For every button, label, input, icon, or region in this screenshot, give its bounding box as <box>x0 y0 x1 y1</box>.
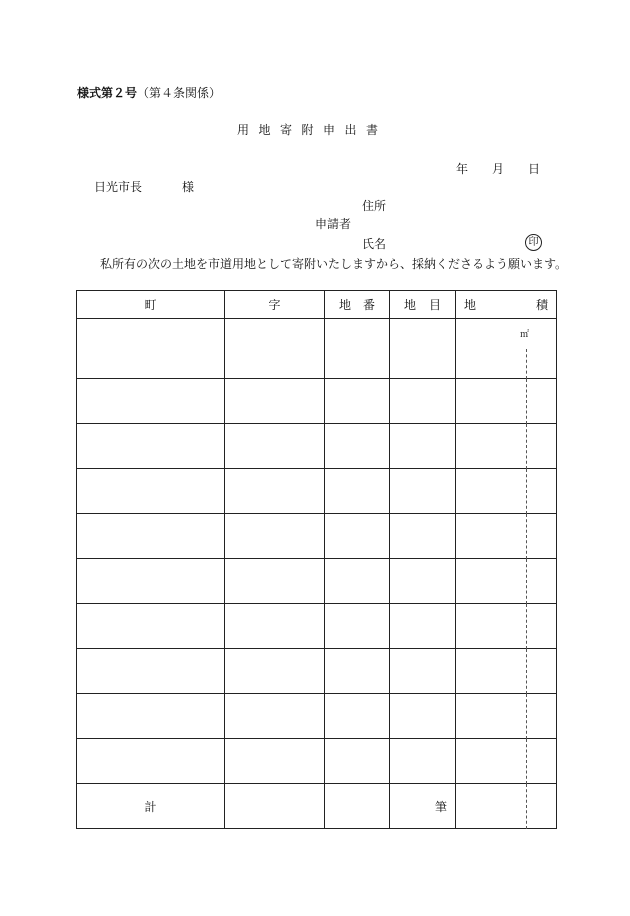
area-cell[interactable] <box>456 694 557 739</box>
header-category-1: 地 <box>404 298 417 312</box>
table-row <box>77 604 557 649</box>
table-row <box>77 739 557 784</box>
town-cell[interactable] <box>77 649 225 694</box>
decimal-divider <box>526 649 527 694</box>
town-cell[interactable] <box>77 559 225 604</box>
lot-number-cell[interactable] <box>325 514 390 559</box>
address-label: 住所 <box>362 199 387 213</box>
parcels-label: 筆 <box>390 784 456 829</box>
area-cell[interactable] <box>456 379 557 424</box>
document-title: 用地寄附申出書 <box>237 123 388 137</box>
lot-number-cell[interactable] <box>325 379 390 424</box>
land-table <box>76 290 557 829</box>
lot-number-cell[interactable] <box>325 319 390 379</box>
header-lot-1: 地 <box>339 298 352 312</box>
header-aza: 字 <box>225 291 325 319</box>
town-cell[interactable] <box>77 379 225 424</box>
lot-number-cell[interactable] <box>325 604 390 649</box>
area-cell[interactable] <box>456 739 557 784</box>
decimal-divider <box>526 424 527 469</box>
header-lot-2: 番 <box>362 298 375 312</box>
land-category-cell[interactable] <box>390 469 456 514</box>
aza-cell[interactable] <box>225 604 325 649</box>
header-category-2: 目 <box>428 298 441 312</box>
area-cell[interactable] <box>456 559 557 604</box>
aza-cell[interactable] <box>225 649 325 694</box>
total-parcel-count-cell[interactable] <box>325 784 390 829</box>
decimal-divider <box>526 349 527 379</box>
land-category-cell[interactable] <box>390 424 456 469</box>
decimal-divider <box>526 739 527 784</box>
aza-cell[interactable] <box>225 469 325 514</box>
town-cell[interactable] <box>77 514 225 559</box>
date-year: 年 <box>456 162 469 176</box>
decimal-divider <box>526 604 527 649</box>
lot-number-cell[interactable] <box>325 424 390 469</box>
total-row <box>77 784 557 829</box>
land-category-cell[interactable] <box>390 604 456 649</box>
table-row <box>77 469 557 514</box>
area-cell[interactable] <box>456 514 557 559</box>
table-header-row <box>77 291 557 319</box>
area-cell[interactable] <box>456 424 557 469</box>
header-lot-number <box>325 291 390 319</box>
town-cell[interactable] <box>77 424 225 469</box>
aza-cell[interactable] <box>225 514 325 559</box>
decimal-divider <box>526 514 527 559</box>
header-area <box>456 291 557 319</box>
total-label: 計 <box>77 784 225 829</box>
header-area-2: 積 <box>535 298 548 312</box>
aza-cell[interactable] <box>225 694 325 739</box>
area-cell[interactable] <box>456 469 557 514</box>
town-cell[interactable] <box>77 319 225 379</box>
decimal-divider <box>526 379 527 424</box>
lot-number-cell[interactable] <box>325 559 390 604</box>
square-meter-unit: ㎡ <box>520 330 530 340</box>
land-category-cell[interactable] <box>390 559 456 604</box>
total-area-cell[interactable] <box>456 784 557 829</box>
lot-number-cell[interactable] <box>325 469 390 514</box>
town-cell[interactable] <box>77 694 225 739</box>
aza-cell[interactable] <box>225 379 325 424</box>
decimal-divider <box>526 469 527 514</box>
addressee <box>94 178 194 195</box>
lot-number-cell[interactable] <box>325 694 390 739</box>
decimal-divider <box>526 559 527 604</box>
date-month: 月 <box>492 162 505 176</box>
name-label: 氏名 <box>362 237 387 251</box>
aza-cell[interactable] <box>225 739 325 784</box>
area-cell[interactable] <box>456 604 557 649</box>
header-land-category <box>390 291 456 319</box>
area-cell[interactable] <box>456 649 557 694</box>
header-town: 町 <box>77 291 225 319</box>
form-number-ref: （第４条関係） <box>137 86 222 100</box>
table-row <box>77 424 557 469</box>
decimal-divider <box>526 784 527 829</box>
seal-mark: 印 <box>525 234 542 251</box>
addressee-name: 日光市長 <box>94 180 143 194</box>
lot-number-cell[interactable] <box>325 739 390 784</box>
statement-text: 私所有の次の土地を市道用地として寄附いたしますから、採納くださるよう願います。 <box>100 257 568 271</box>
date-day: 日 <box>528 162 541 176</box>
table-row <box>77 649 557 694</box>
table-row <box>77 514 557 559</box>
table-row <box>77 559 557 604</box>
table-row <box>77 379 557 424</box>
town-cell[interactable] <box>77 469 225 514</box>
table-row <box>77 319 557 379</box>
land-category-cell[interactable] <box>390 514 456 559</box>
area-cell[interactable] <box>456 319 557 379</box>
addressee-honorific: 様 <box>182 180 195 194</box>
date-line <box>456 160 540 177</box>
decimal-divider <box>526 694 527 739</box>
applicant-label: 申請者 <box>315 217 352 231</box>
lot-number-cell[interactable] <box>325 649 390 694</box>
aza-cell[interactable] <box>225 319 325 379</box>
table-row <box>77 694 557 739</box>
form-number-main: 様式第２号 <box>77 86 138 100</box>
land-category-cell[interactable] <box>390 379 456 424</box>
land-category-cell[interactable] <box>390 319 456 379</box>
land-category-cell[interactable] <box>390 694 456 739</box>
land-category-cell[interactable] <box>390 739 456 784</box>
form-number <box>77 84 221 101</box>
header-area-1: 地 <box>464 298 477 312</box>
total-aza-cell <box>225 784 325 829</box>
town-cell[interactable] <box>77 739 225 784</box>
town-cell[interactable] <box>77 604 225 649</box>
aza-cell[interactable] <box>225 424 325 469</box>
aza-cell[interactable] <box>225 559 325 604</box>
land-category-cell[interactable] <box>390 649 456 694</box>
